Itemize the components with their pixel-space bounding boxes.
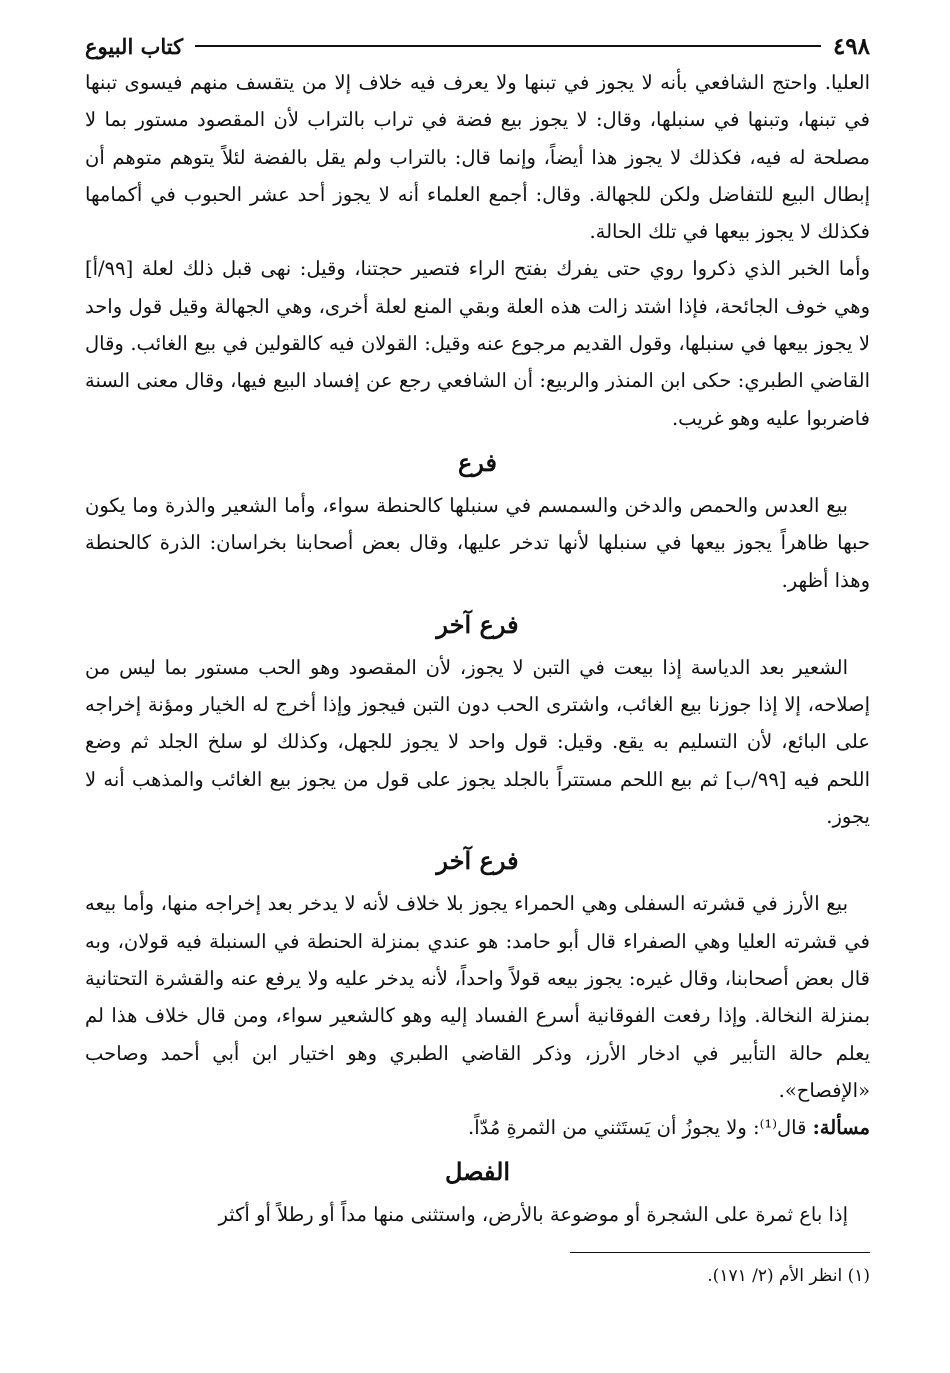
section-heading: فرع آخر (436, 846, 519, 876)
section-heading: فرع آخر (436, 609, 519, 639)
running-title: كتاب البيوع (85, 33, 184, 59)
section-heading: فرع (457, 447, 498, 477)
paragraph: بيع الأرز في قشرته السفلى وهي الحمراء يجوز بلا خلاف لأنه لا يدخر بعد إخراجه منها، وأما بيعه في قشرته العليا وهي الصفراء قال أبو حامد: هو عندي بمنزلة الحنطة في السنبلة فيه قولان، وبه قال بعض أصحابنا، وقال غيره: يجوز بيعه قولاً واحداً، لأنه يدخر عليه ولا يرفع عنه والقشرة التحتانية بمنزلة النخالة. وإذا رفعت الفوقانية أسرع الفساد إليه وهو كالشعير سواء، ومن قال خلاف هذا لم يعلم حالة التأبير في ادخار الأرز، وذكر القاضي الطبري وهو اختيار ابن أبي أحمد وصاحب «الإفصاح». (85, 892, 870, 1102)
paragraph: العليا. واحتج الشافعي بأنه لا يجوز في تبنها ولا يعرف فيه خلاف إلا من يتقسف منهم فيسوى تبنها في تبنها، وتبنها في سنبلها، وقال: لا يجوز بيع فضة في تراب بالتراب لأن المقصود مستور بما لا مصلحة له فيه، فكذلك لا يجوز هذا أيضاً، وإنما قال: بالتراب ولم يقل بالفضة لئلاً يتوهم متوهم أن إبطال البيع للتفاضل ولكن للجهالة. وقال: أجمع العلماء أنه لا يجوز أحد عشر الحبوب في أكمامها فكذلك لا يجوز بيعها في تلك الحالة. (85, 71, 870, 244)
masala-text: قال⁽¹⁾: ولا يجوزُ أن يَستَثني من الثمرةِ مُدّاً. (468, 1116, 813, 1140)
masala-label: مسألة: (812, 1116, 870, 1140)
header-rule (195, 45, 821, 47)
footnote-rule (570, 1252, 870, 1253)
page-header (85, 28, 870, 64)
page-number: ٤٩٨ (832, 32, 870, 60)
footnote: (١) انظر الأم (٢/ ١٧١). (707, 1265, 870, 1286)
paragraph: بيع العدس والحمص والدخن والسمسم في سنبلها كالحنطة سواء، وأما الشعير والذرة وما يكون حبها ظاهراً يجوز بيعها في سنبلها لأنها تدخر عليها، وقال بعض أصحابنا بخراسان: الذرة كالحنطة وهذا أظهر. (85, 493, 870, 592)
page (85, 28, 870, 1289)
masala-line (85, 1109, 870, 1146)
paragraph: وأما الخبر الذي ذكروا روي حتى يفرك بفتح الراء فتصير حجتنا، وقيل: نهى قبل ذلك لعلة [٩٩/أ] وهي خوف الجائحة، فإذا اشتد زالت هذه العلة وبقي المنع لعلة أخرى، وهي الجهالة وقيل قول واحد لا يجوز بيعها في سنبلها، وقول القديم مرجوع عنه وقيل: القولان فيه كالقولين في بيع الغائب. وقال القاضي الطبري: حكى ابن المنذر والربيع: أن الشافعي رجع عن إفساد البيع فيها، وقال معنى السنة فاضربوا عليه وهو غريب. (85, 257, 870, 430)
paragraph: إذا باع ثمرة على الشجرة أو موضوعة بالأرض، واستثنى منها مداً أو رطلاً أو أكثر (218, 1203, 848, 1227)
section-heading: الفصل (444, 1157, 511, 1187)
paragraph: الشعير بعد الدياسة إذا بيعت في التبن لا يجوز، لأن المقصود وهو الحب مستور بما ليس من إصلاحه، إلا إذا جوزنا بيع الغائب، واشترى الحب دون التبن فيجوز وإذا أخرج له الخيار ومؤنة إخراجه على البائع، لأن التسليم به يقع. وقيل: قول واحد لا يجوز للجهل، وكذلك لو سلخ الجلد ثم وضع اللحم فيه [٩٩/ب] ثم بيع اللحم مستتراً بالجلد يجوز على قول من يجوز بيع الغائب والمذهب أنه لا يجوز. (85, 655, 870, 829)
